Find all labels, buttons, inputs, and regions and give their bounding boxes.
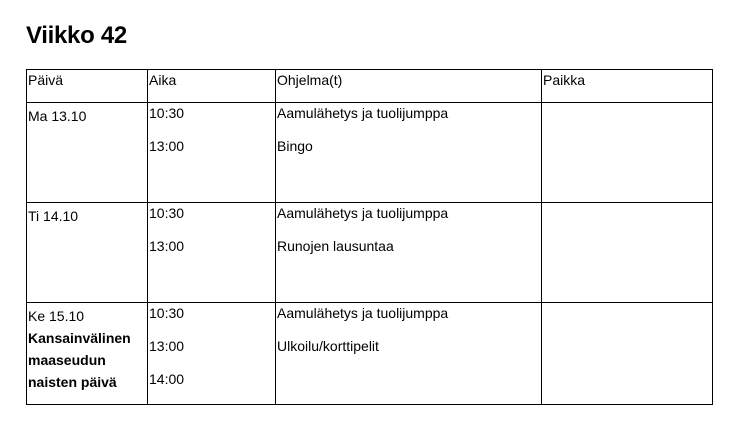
program-value: Aamulähetys ja tuolijumppa (277, 305, 449, 321)
time-value: 14:00 (149, 371, 185, 387)
column-header-day: Päivä (27, 70, 148, 103)
page-title: Viikko 42 (26, 22, 127, 49)
time-cell (148, 303, 276, 405)
table-row (27, 203, 713, 303)
program-value: Aamulähetys ja tuolijumppa (277, 205, 449, 221)
table-header-row (27, 70, 713, 103)
day-note: naisten päivä (28, 374, 117, 390)
day-cell (27, 203, 148, 303)
time-value: 10:30 (149, 305, 185, 321)
day-label: Ti 14.10 (28, 208, 79, 224)
place-cell (542, 203, 713, 303)
day-label: Ke 15.10 (28, 308, 85, 324)
time-value: 10:30 (149, 205, 185, 221)
place-cell (542, 103, 713, 203)
program-value: Ulkoilu/korttipelit (277, 338, 379, 354)
time-cell (148, 103, 276, 203)
day-cell (27, 303, 148, 405)
program-cell (276, 103, 542, 203)
table-row (27, 103, 713, 203)
schedule-table (26, 69, 713, 405)
place-cell (542, 303, 713, 405)
program-cell (276, 303, 542, 405)
time-value: 10:30 (149, 105, 185, 121)
time-value: 13:00 (149, 338, 185, 354)
day-label: Ma 13.10 (28, 108, 87, 124)
time-value: 13:00 (149, 138, 185, 154)
column-header-time: Aika (148, 70, 276, 103)
program-value: Aamulähetys ja tuolijumppa (277, 105, 449, 121)
program-value: Runojen lausuntaa (277, 238, 394, 254)
table-row (27, 303, 713, 405)
time-value: 13:00 (149, 238, 185, 254)
column-header-place: Paikka (542, 70, 713, 103)
program-cell (276, 203, 542, 303)
day-note: Kansainvälinen (28, 330, 131, 346)
day-note: maaseudun (28, 352, 106, 368)
column-header-program: Ohjelma(t) (276, 70, 542, 103)
day-cell (27, 103, 148, 203)
time-cell (148, 203, 276, 303)
program-value: Bingo (277, 138, 313, 154)
